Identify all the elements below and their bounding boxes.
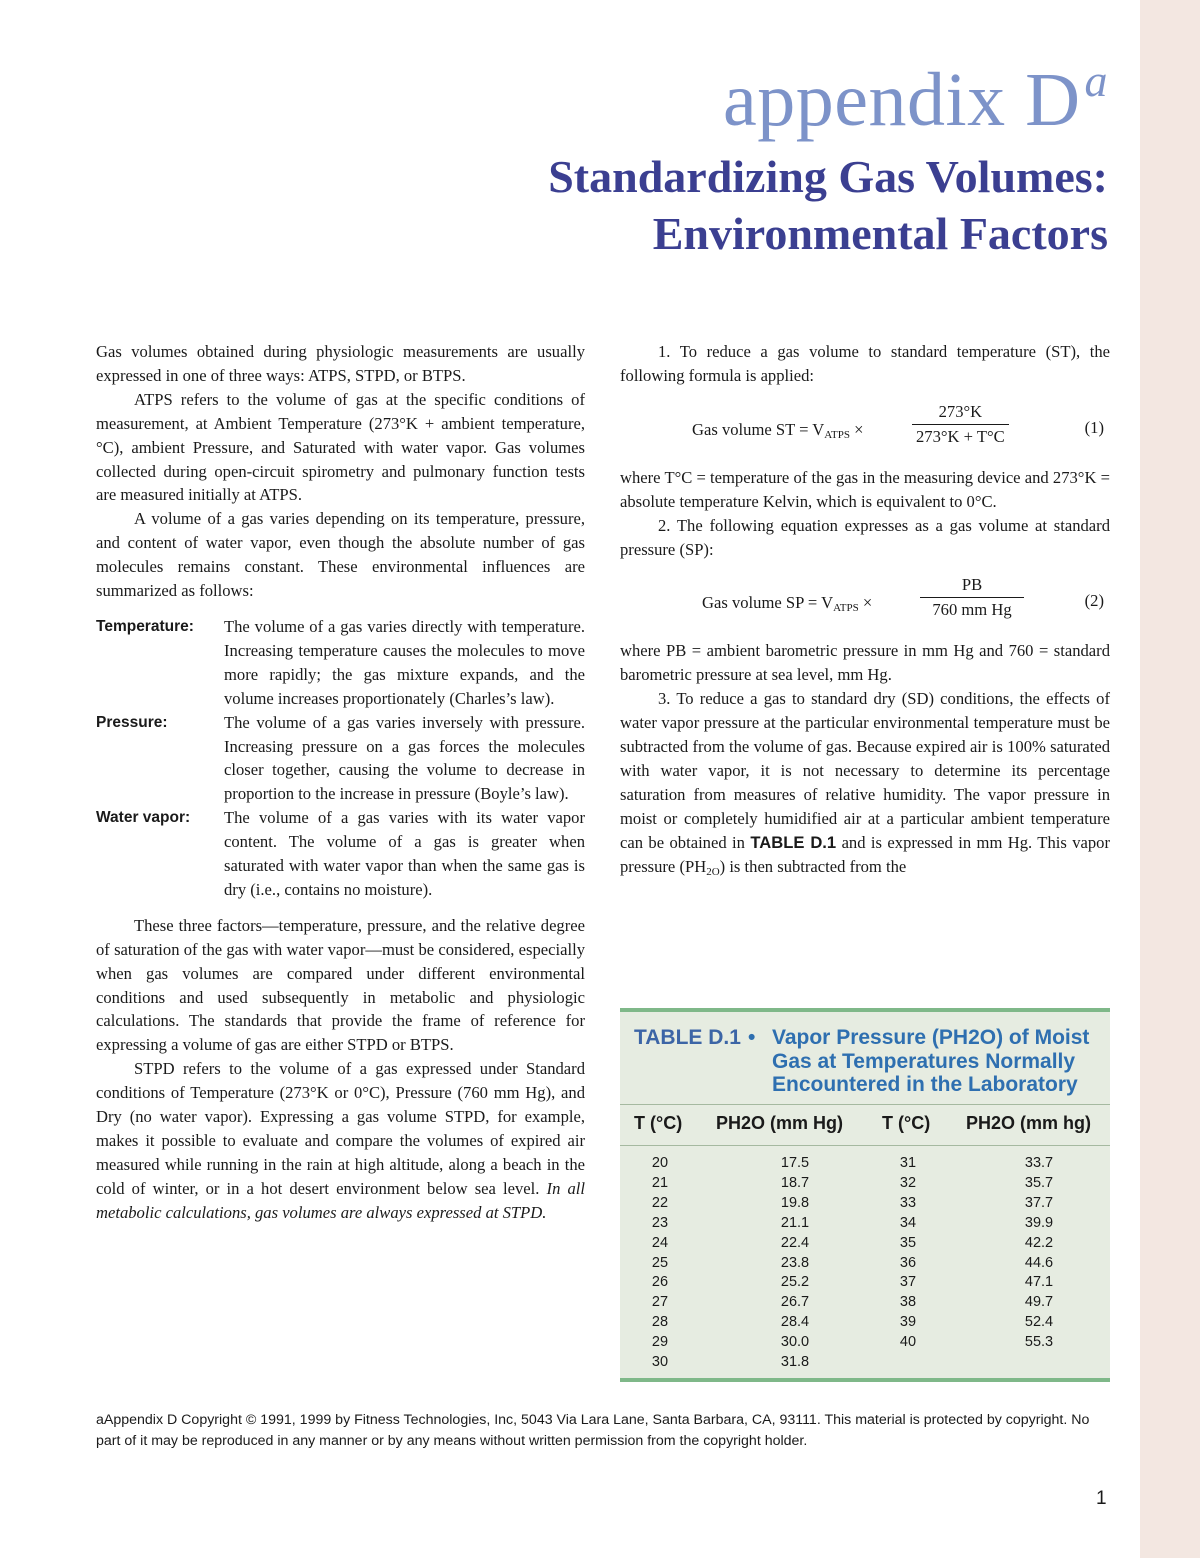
definition-text: The volume of a gas varies with its water vapor content. The volume of a gas is greater when saturated with water vapor than when the same gas is dry (i.e., contains no moisture).: [224, 808, 585, 899]
equation-1: [620, 400, 1110, 456]
appendix-heading: appendix $D^a$: [723, 55, 1108, 142]
step2-where: where PB = ambient barometric pressure in mm Hg and 760 = standard barometric pressure at sea level, mm Hg.: [620, 641, 1110, 685]
equation-numerator: 273°K: [938, 401, 983, 421]
col-header-ph2o-1: PH2O (mm Hg): [716, 1113, 844, 1133]
intro-paragraph: Gas volumes obtained during physiologic measurements are usually expressed in one of three ways: ATPS, STPD, or BTPS.: [96, 342, 585, 385]
margin-band: [1140, 0, 1200, 1558]
table-column-temp-1: 20 21 22 23 24 25 26 27 28 29 30: [651, 1155, 669, 1371]
definition-term: Pressure:: [96, 713, 168, 731]
equation-lhs: Gas volume ST = V: [692, 419, 825, 439]
definition-water-vapor: [96, 806, 585, 902]
table-caption: Vapor Pressure (PH2O) of Moist Gas at Temperatures Normally Encountered in the Laboratory: [772, 1026, 1090, 1096]
table-header-row: [620, 1104, 1110, 1146]
definition-term: Temperature:: [96, 617, 194, 635]
stpd-emphasis: In all metabolic calculations, gas volumes are always expressed at STPD.: [96, 1178, 585, 1222]
col-header-temp-1: T (°C): [634, 1113, 683, 1133]
step2-paragraph: 2. The following equation expresses as a gas volume at standard pressure (SP):: [620, 515, 1110, 559]
vapor-pressure-table: [620, 1008, 1110, 1382]
left-column: [96, 340, 585, 1225]
definition-text: The volume of a gas varies directly with temperature. Increasing temperature causes the molecules to move more rapidly; the gas mixture expands, and the volume increases proportionately (Charles’s law).: [224, 616, 585, 708]
times-sign: ×: [854, 419, 864, 439]
equation-fraction: [912, 400, 1009, 449]
copyright-footnote: aAppendix D Copyright © 1991, 1999 by Fitness Technologies, Inc, 5043 Via Lara Lane, Santa Barbara, CA, 93111. This material is protected by copyright. No part of it may be reproduced in any manner or by any means without written permission from the copyright holder.: [96, 1412, 1090, 1449]
table-column-ph2o-1: 17.5 18.7 19.8 21.1 22.4 23.8 25.2 26.7 28.4 30.0 31.8: [780, 1155, 810, 1371]
title-line-2: Environmental Factors: [652, 208, 1108, 259]
appendix-footnote-mark: a: [1084, 55, 1108, 106]
atps-paragraph: ATPS refers to the volume of gas at the specific conditions of measurement, at Ambient Temperature (273°K + ambient temperature, °C), ambient Pressure, and Saturated with water vapor. Gas volumes collected during open-circuit spirometry and pulmonary function tests are measured initially at ATPS.: [96, 389, 585, 505]
definition-temperature: [96, 615, 585, 711]
times-sign: ×: [862, 593, 873, 613]
standards-paragraph: These three factors—temperature, pressure, and the relative degree of saturation of the gas with water vapor—must be considered, especially when gas volumes are compared under different environmental conditions and used subsequently in metabolic and physiologic calculations. The standards that provide the frame of reference for expressing a volume of gas are either STPD or BTPS.: [96, 915, 585, 1055]
table-reference: TABLE D.1: [750, 832, 837, 852]
step3-paragraph: 3. To reduce a gas to standard dry (SD) conditions, the effects of water vapor pressure at the particular environmental temperature must be subtracted from the volume of gas. Because expired air is 100% saturated with water vapor, it is not necessary to determine its percentage saturation from measures of relative humidity. The vapor pressure in moist or completely humidified air at a particular ambient temperature can be obtained in TABLE D.1 and is expressed in mm Hg. This vapor pressure $(PH_{2O})$ is then subtracted from the: [620, 689, 1110, 878]
table-column-ph2o-2: 33.7 35.7 37.7 39.9 42.2 44.6 47.1 49.7 52.4 55.3: [1024, 1155, 1054, 1351]
step1-paragraph: 1. To reduce a gas volume to standard temperature (ST), the following formula is applied:: [620, 342, 1110, 385]
definition-text: The volume of a gas varies inversely with pressure. Increasing pressure on a gas forces the molecules closer together, causing the volume to decrease in proportion to the increase in pressure (Boyle’s law).: [224, 712, 585, 804]
page-number: 1: [1096, 1488, 1107, 1509]
equation-number: (1): [1084, 417, 1104, 437]
equation-numerator: PB: [961, 575, 983, 595]
col-header-ph2o-2: PH2O (mm hg): [966, 1113, 1092, 1133]
table-column-temp-2: 31 32 33 34 35 36 37 38 39 40: [899, 1155, 917, 1351]
influences-paragraph: A volume of a gas varies depending on its temperature, pressure, and content of water vapor, even though the absolute number of gas molecules remains constant. These environmental influences are summarized as follows:: [96, 509, 585, 601]
equation-subscript: ATPS: [833, 602, 859, 615]
equation-number: (2): [1084, 591, 1104, 611]
title-line-1: Standardizing Gas Volumes:: [548, 151, 1108, 202]
equation-2: [620, 573, 1110, 629]
equation-lhs: Gas volume SP = V: [702, 593, 834, 613]
table-label: TABLE D.1: [634, 1026, 741, 1049]
right-column: [620, 340, 1110, 885]
definition-pressure: [96, 711, 585, 807]
equation-denominator: 760 mm Hg: [920, 597, 1024, 622]
equation-fraction: [920, 573, 1024, 622]
definition-term: Water vapor:: [96, 809, 191, 827]
equation-subscript: ATPS: [824, 428, 850, 441]
step1-where: where T°C = temperature of the gas in the measuring device and 273°K = absolute temperature Kelvin, which is equivalent to 0°C.: [620, 467, 1110, 511]
stpd-paragraph: STPD refers to the volume of a gas expressed under Standard conditions of Temperature (273°K or 0°C), Pressure (760 mm Hg), and Dry (no water vapor). Expressing a gas volume STPD, for example, makes it possible to evaluate and compare the volumes of expired air measured while running in the rain at high altitude, along a beach in the cold of winter, or in a hot desert environment below sea level. In all metabolic calculations, gas volumes are always expressed at STPD.: [96, 1059, 585, 1222]
table-bullet: •: [748, 1026, 756, 1049]
equation-denominator: 273°K + T°C: [912, 424, 1009, 449]
col-header-temp-2: T (°C): [882, 1113, 931, 1133]
